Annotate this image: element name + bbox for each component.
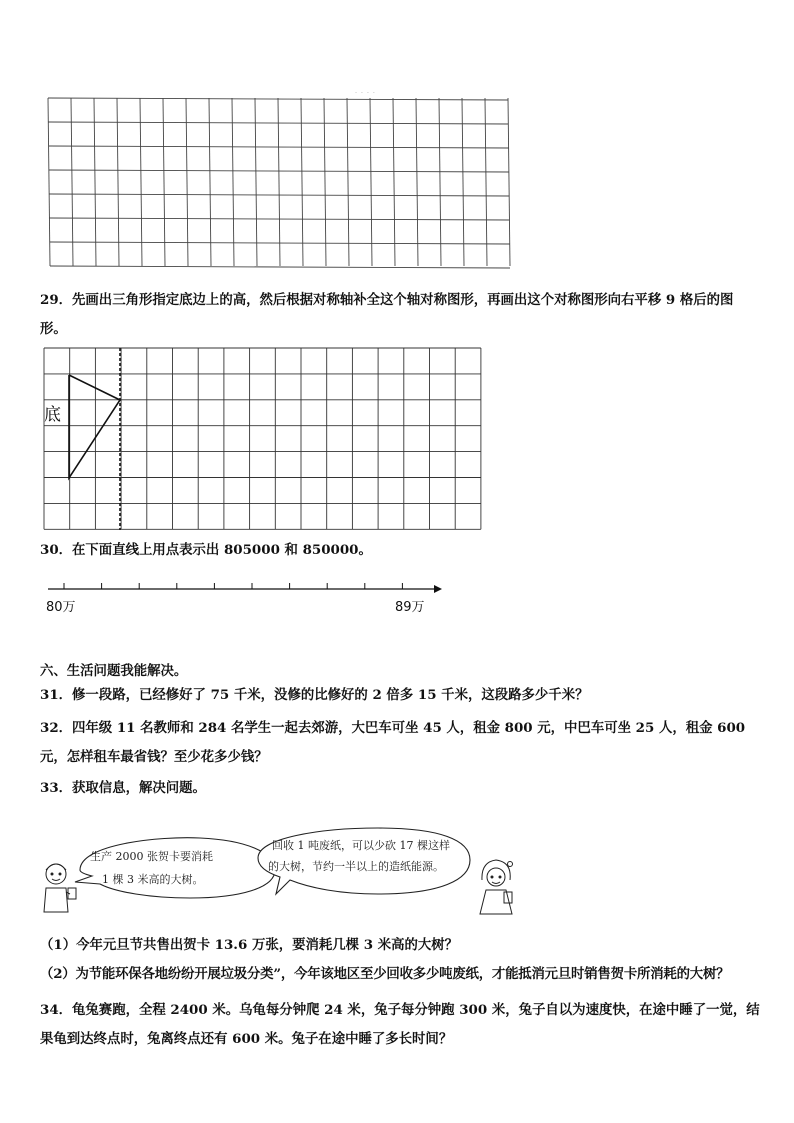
- grid-line: [94, 98, 96, 266]
- left-bubble-line-1: 生产 2000 张贺卡要消耗: [90, 850, 213, 863]
- grid-line: [140, 98, 142, 266]
- question-29: 29．先画出三角形指定底边上的高，然后根据对称轴补全这个轴对称图形，再画出这个对称图形向右平移 9 格后的图形。: [40, 292, 734, 337]
- question-33-part-1: （1）今年元旦节共售出贺卡 13.6 万张，要消耗几棵 3 米高的大树？: [40, 937, 459, 953]
- grid-line: [186, 98, 188, 266]
- grid-line: [439, 98, 441, 266]
- triangle-half: [69, 375, 120, 478]
- left-bubble-line-2: 1 棵 3 米高的大树。: [102, 873, 204, 886]
- section-6-title: 六、生活问题我能解决。: [40, 663, 188, 679]
- right-bubble-line-2: 的大树，节约一半以上的造纸能源。: [268, 860, 444, 873]
- faint-header-mark: - - - -: [355, 89, 376, 96]
- grid-line: [117, 98, 119, 266]
- number-line[interactable]: [40, 578, 450, 620]
- grid-line: [48, 98, 50, 266]
- grid-line: [485, 98, 487, 266]
- grid-line: [163, 98, 165, 266]
- question-33: 33．获取信息，解决问题。: [40, 780, 206, 796]
- number-line-arrow: [434, 585, 442, 593]
- grid-line: [462, 98, 464, 266]
- question-32: 32．四年级 11 名教师和 284 名学生一起去郊游，大巴车可坐 45 人，租金 800 元，中巴车可坐 25 人，租金 600 元，怎样租车最省钱？至少花多少钱？: [40, 720, 746, 765]
- question-34: 34．龟兔赛跑，全程 2400 米。乌龟每分钟爬 24 米，兔子每分钟跑 300 米，兔子自以为速度快，在途中睡了一觉，结果龟到达终点时，兔离终点还有 600 米。兔子在途中睡了多长时间？: [40, 1002, 760, 1047]
- grid-line: [50, 266, 510, 268]
- number-line-start-label: 80万: [46, 600, 76, 615]
- number-line-end-label: 89万: [395, 600, 425, 615]
- boy-figure: [44, 864, 76, 912]
- question-33-part-2: （2）为节能环保各地纷纷开展垃圾分类”，今年该地区至少回收多少吨废纸，才能抵消元旦时销售贺卡所消耗的大树？: [40, 966, 730, 982]
- q29-grid[interactable]: [40, 346, 482, 532]
- girl-figure: [480, 860, 513, 914]
- grid-line: [71, 98, 73, 266]
- grid-line: [209, 98, 211, 266]
- top-grid[interactable]: [40, 92, 520, 272]
- question-31: 31．修一段路，已经修好了 75 千米，没修的比修好的 2 倍多 15 千米，这段路多少千米？: [40, 687, 589, 703]
- grid-line: [508, 98, 510, 266]
- right-bubble-line-1: 回收 1 吨废纸，可以少砍 17 棵这样: [272, 839, 450, 852]
- base-label: 底: [44, 405, 61, 425]
- question-30: 30．在下面直线上用点表示出 805000 和 850000。: [40, 542, 372, 558]
